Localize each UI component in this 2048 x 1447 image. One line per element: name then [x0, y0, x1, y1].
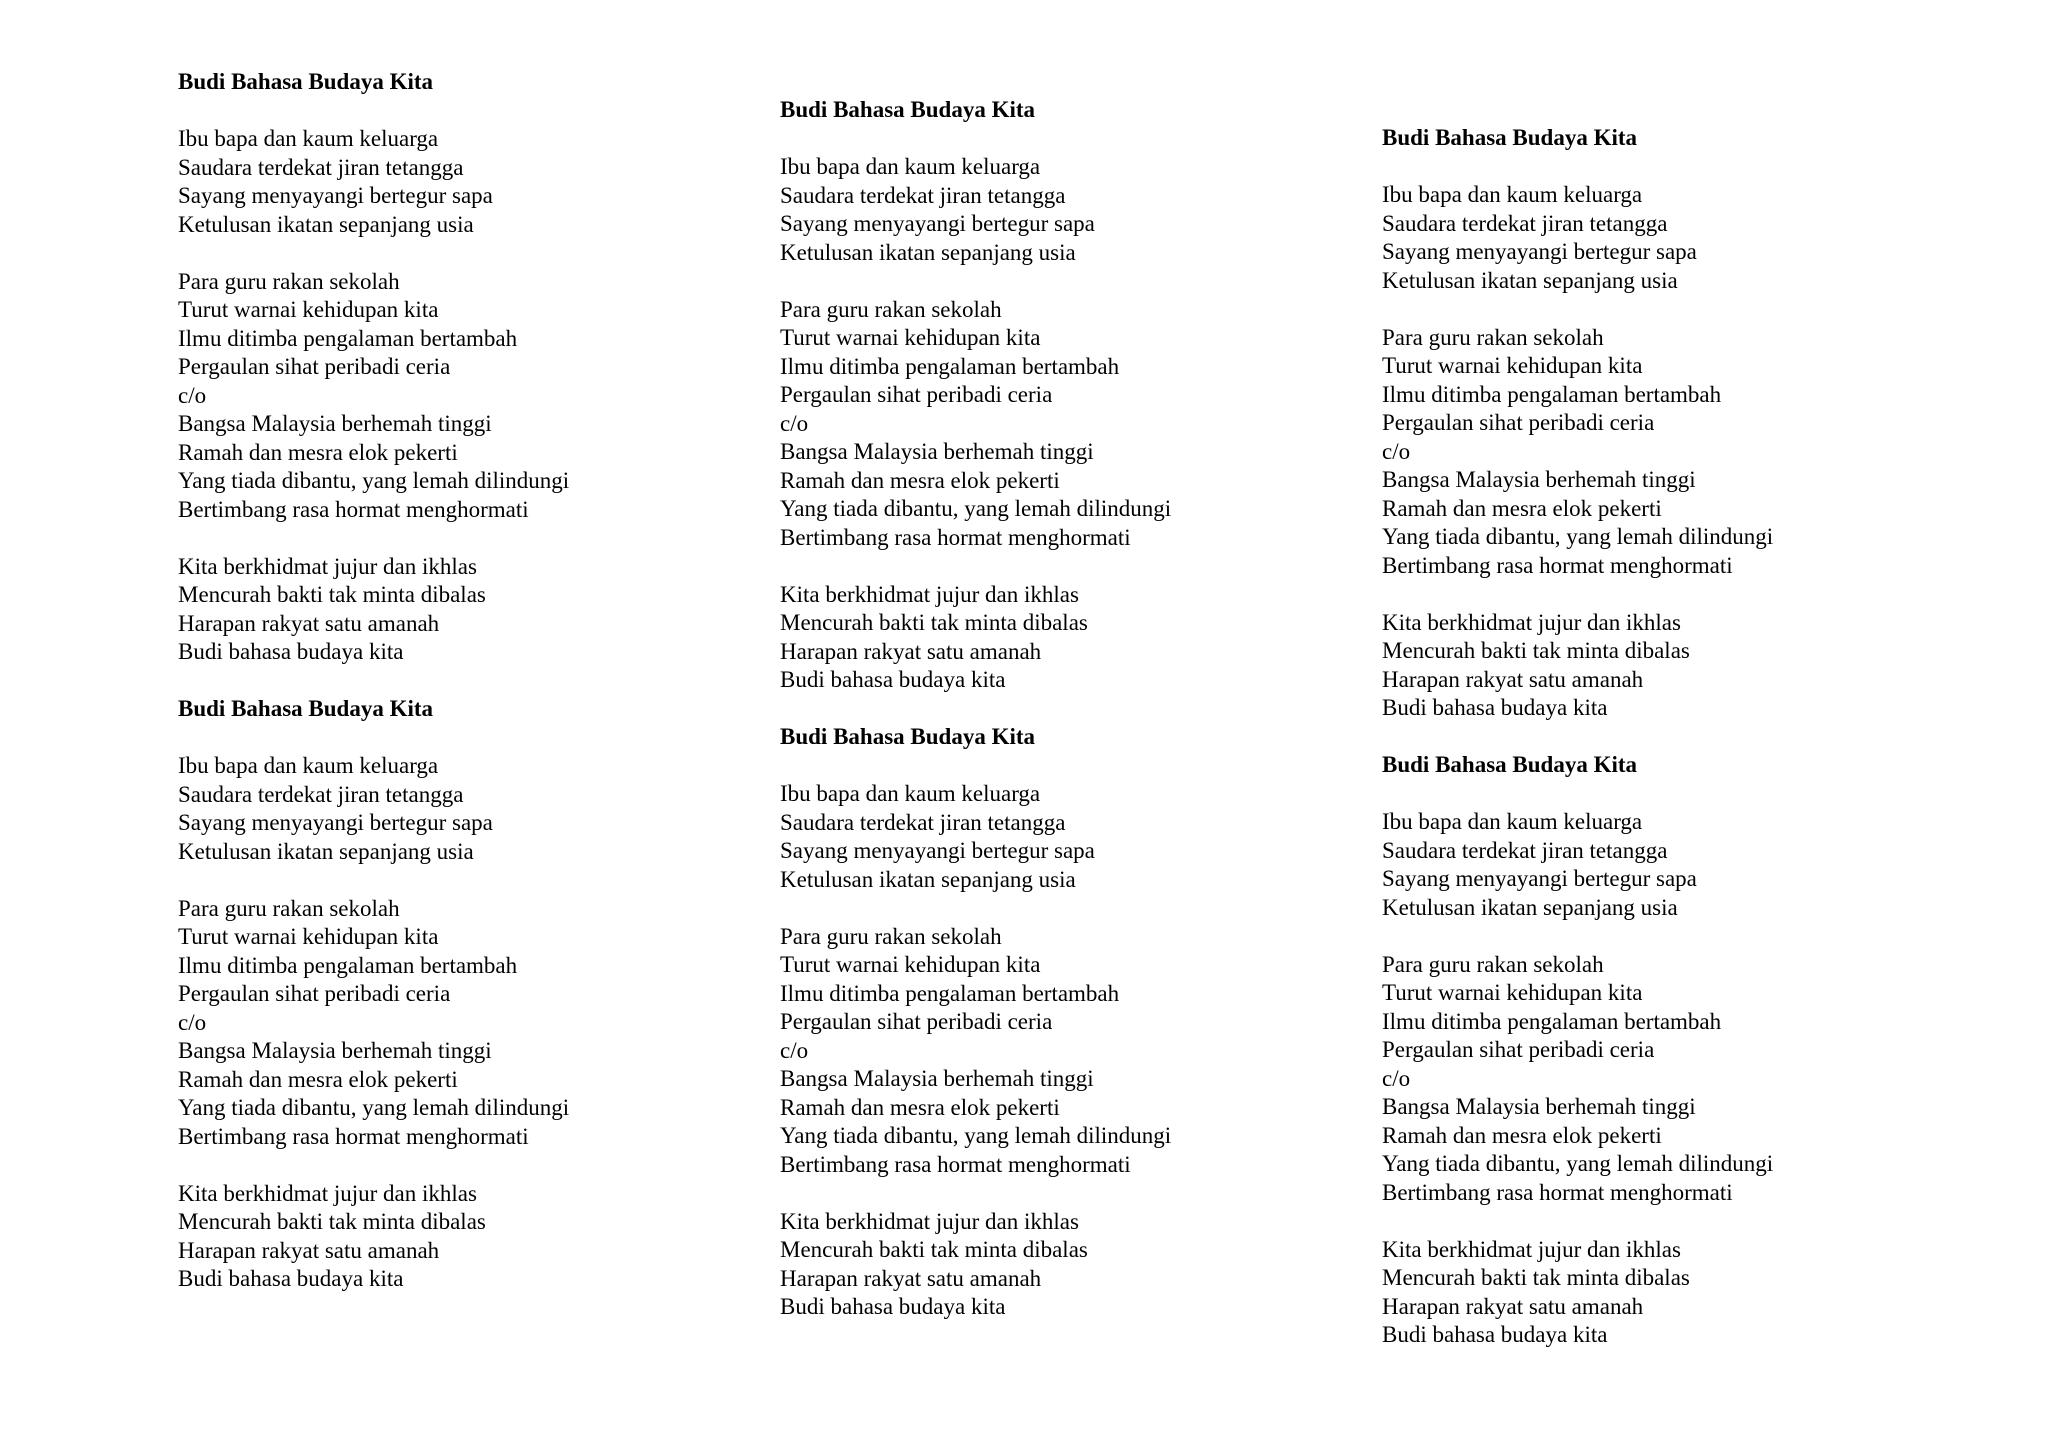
- lyric-line: Turut warnai kehidupan kita: [178, 297, 439, 322]
- lyric-line: Ketulusan ikatan sepanjang usia: [1382, 894, 1678, 920]
- song-title: Budi Bahasa Budaya Kita: [1382, 752, 1638, 777]
- lyric-line: Para guru rakan sekolah: [178, 895, 400, 921]
- lyric-line: Para guru rakan sekolah: [1382, 324, 1604, 350]
- lyric-line: Harapan rakyat satu amanah: [1382, 1293, 1644, 1319]
- lyric-line: Bangsa Malaysia berhemah tinggi: [780, 1066, 1094, 1091]
- lyric-line: Pergaulan sihat peribadi ceria: [780, 382, 1053, 407]
- lyric-line: Budi bahasa budaya kita: [178, 639, 404, 664]
- lyric-line: Ilmu ditimba pengalaman bertambah: [780, 353, 1120, 379]
- song-title: Budi Bahasa Budaya Kita: [780, 97, 1036, 122]
- lyric-line: Ilmu ditimba pengalaman bertambah: [780, 980, 1120, 1006]
- lyrics-column-3: [1382, 124, 1942, 1378]
- song-copy: [1382, 124, 1942, 723]
- lyric-line: Ketulusan ikatan sepanjang usia: [780, 866, 1076, 892]
- lyric-line: Yang tiada dibantu, yang lemah dilindungi: [1382, 1151, 1774, 1176]
- lyric-line: Turut warnai kehidupan kita: [178, 924, 439, 949]
- lyric-line: Mencurah bakti tak minta dibalas: [1382, 1265, 1690, 1290]
- lyric-line: Bertimbang rasa hormat menghormati: [1382, 552, 1733, 578]
- lyric-line: Para guru rakan sekolah: [780, 923, 1002, 949]
- stanza: [178, 553, 738, 667]
- lyric-line: c/o: [1382, 438, 1411, 464]
- lyric-line: Ramah dan mesra elok pekerti: [178, 1066, 458, 1092]
- lyric-line: Bangsa Malaysia berhemah tinggi: [1382, 1094, 1696, 1119]
- lyric-line: Ramah dan mesra elok pekerti: [1382, 495, 1662, 521]
- lyric-line: Mencurah bakti tak minta dibalas: [1382, 638, 1690, 663]
- lyric-line: c/o: [178, 1009, 207, 1035]
- song-copy: [1382, 751, 1942, 1350]
- stanza: [780, 296, 1340, 553]
- lyric-line: Ibu bapa dan kaum keluarga: [1382, 182, 1643, 207]
- stanza: [1382, 951, 1942, 1208]
- lyric-line: Budi bahasa budaya kita: [780, 1294, 1006, 1319]
- lyric-line: Harapan rakyat satu amanah: [780, 638, 1042, 664]
- lyric-line: Ilmu ditimba pengalaman bertambah: [178, 952, 518, 978]
- lyric-line: Kita berkhidmat jujur dan ikhlas: [780, 581, 1079, 607]
- lyric-line: Ilmu ditimba pengalaman bertambah: [1382, 1008, 1722, 1034]
- song-title: Budi Bahasa Budaya Kita: [178, 69, 434, 94]
- song-title: Budi Bahasa Budaya Kita: [780, 724, 1036, 749]
- lyric-line: Saudara terdekat jiran tetangga: [780, 809, 1066, 835]
- lyric-line: Para guru rakan sekolah: [780, 296, 1002, 322]
- lyric-line: Turut warnai kehidupan kita: [780, 952, 1041, 977]
- lyric-line: Mencurah bakti tak minta dibalas: [178, 582, 486, 607]
- lyric-line: Turut warnai kehidupan kita: [1382, 353, 1643, 378]
- lyric-line: c/o: [178, 382, 207, 408]
- lyric-line: Yang tiada dibantu, yang lemah dilindungi: [178, 468, 570, 493]
- song-copy: [178, 68, 738, 667]
- lyric-line: Ramah dan mesra elok pekerti: [780, 467, 1060, 493]
- lyric-line: Bertimbang rasa hormat menghormati: [1382, 1179, 1733, 1205]
- stanza: [178, 752, 738, 866]
- stanza: [1382, 1236, 1942, 1350]
- lyric-line: Yang tiada dibantu, yang lemah dilindungi: [780, 1123, 1172, 1148]
- song-title: Budi Bahasa Budaya Kita: [178, 696, 434, 721]
- lyric-line: Saudara terdekat jiran tetangga: [178, 154, 464, 180]
- lyric-line: Ilmu ditimba pengalaman bertambah: [178, 325, 518, 351]
- lyric-line: Budi bahasa budaya kita: [780, 667, 1006, 692]
- stanza: [178, 895, 738, 1152]
- lyric-line: Saudara terdekat jiran tetangga: [178, 781, 464, 807]
- lyric-line: Bertimbang rasa hormat menghormati: [780, 524, 1131, 550]
- lyric-line: Sayang menyayangi bertegur sapa: [178, 810, 493, 835]
- lyric-line: Ketulusan ikatan sepanjang usia: [780, 239, 1076, 265]
- lyric-line: Ibu bapa dan kaum keluarga: [178, 753, 439, 778]
- lyric-line: Ibu bapa dan kaum keluarga: [1382, 809, 1643, 834]
- lyric-line: Harapan rakyat satu amanah: [178, 1237, 440, 1263]
- lyric-line: Ramah dan mesra elok pekerti: [1382, 1122, 1662, 1148]
- lyric-line: Budi bahasa budaya kita: [1382, 695, 1608, 720]
- stanza: [780, 923, 1340, 1180]
- lyric-line: c/o: [780, 410, 809, 436]
- lyric-line: Kita berkhidmat jujur dan ikhlas: [178, 1180, 477, 1206]
- lyric-line: Harapan rakyat satu amanah: [178, 610, 440, 636]
- lyric-line: Yang tiada dibantu, yang lemah dilindungi: [780, 496, 1172, 521]
- lyric-line: Saudara terdekat jiran tetangga: [1382, 210, 1668, 236]
- lyric-line: Kita berkhidmat jujur dan ikhlas: [1382, 609, 1681, 635]
- stanza: [780, 581, 1340, 695]
- lyric-line: Turut warnai kehidupan kita: [1382, 980, 1643, 1005]
- lyric-line: Yang tiada dibantu, yang lemah dilindungi: [178, 1095, 570, 1120]
- lyric-line: Sayang menyayangi bertegur sapa: [1382, 239, 1697, 264]
- stanza: [178, 1180, 738, 1294]
- lyric-line: Harapan rakyat satu amanah: [780, 1265, 1042, 1291]
- lyric-line: Para guru rakan sekolah: [178, 268, 400, 294]
- lyric-line: Harapan rakyat satu amanah: [1382, 666, 1644, 692]
- lyric-line: Pergaulan sihat peribadi ceria: [1382, 1037, 1655, 1062]
- lyric-line: Ramah dan mesra elok pekerti: [780, 1094, 1060, 1120]
- lyric-line: Para guru rakan sekolah: [1382, 951, 1604, 977]
- stanza: [1382, 181, 1942, 295]
- lyrics-column-2: [780, 96, 1340, 1350]
- lyric-line: Ketulusan ikatan sepanjang usia: [178, 211, 474, 237]
- stanza: [1382, 609, 1942, 723]
- stanza: [1382, 324, 1942, 581]
- lyric-line: Bertimbang rasa hormat menghormati: [178, 1123, 529, 1149]
- lyric-line: Budi bahasa budaya kita: [178, 1266, 404, 1291]
- lyric-line: Budi bahasa budaya kita: [1382, 1322, 1608, 1347]
- lyric-line: Ibu bapa dan kaum keluarga: [178, 126, 439, 151]
- lyric-line: Ketulusan ikatan sepanjang usia: [178, 838, 474, 864]
- lyric-line: Turut warnai kehidupan kita: [780, 325, 1041, 350]
- stanza: [178, 268, 738, 525]
- stanza: [780, 153, 1340, 267]
- lyric-line: c/o: [780, 1037, 809, 1063]
- lyric-line: Mencurah bakti tak minta dibalas: [780, 1237, 1088, 1262]
- song-title: Budi Bahasa Budaya Kita: [1382, 125, 1638, 150]
- lyric-line: Kita berkhidmat jujur dan ikhlas: [780, 1208, 1079, 1234]
- lyric-line: Ibu bapa dan kaum keluarga: [780, 154, 1041, 179]
- lyric-line: Sayang menyayangi bertegur sapa: [780, 211, 1095, 236]
- lyric-line: Bertimbang rasa hormat menghormati: [178, 496, 529, 522]
- lyric-line: Saudara terdekat jiran tetangga: [1382, 837, 1668, 863]
- lyric-line: Mencurah bakti tak minta dibalas: [178, 1209, 486, 1234]
- song-copy: [780, 96, 1340, 695]
- lyric-line: Bangsa Malaysia berhemah tinggi: [178, 411, 492, 436]
- lyric-line: Kita berkhidmat jujur dan ikhlas: [178, 553, 477, 579]
- stanza: [780, 780, 1340, 894]
- lyric-line: Sayang menyayangi bertegur sapa: [780, 838, 1095, 863]
- lyric-line: Mencurah bakti tak minta dibalas: [780, 610, 1088, 635]
- song-copy: [178, 695, 738, 1294]
- lyric-line: Pergaulan sihat peribadi ceria: [178, 354, 451, 379]
- lyric-line: Bertimbang rasa hormat menghormati: [780, 1151, 1131, 1177]
- stanza: [780, 1208, 1340, 1322]
- lyric-line: Bangsa Malaysia berhemah tinggi: [780, 439, 1094, 464]
- lyric-line: Kita berkhidmat jujur dan ikhlas: [1382, 1236, 1681, 1262]
- lyric-line: Ketulusan ikatan sepanjang usia: [1382, 267, 1678, 293]
- lyric-line: c/o: [1382, 1065, 1411, 1091]
- lyrics-column-1: [178, 68, 738, 1322]
- song-copy: [780, 723, 1340, 1322]
- lyric-line: Bangsa Malaysia berhemah tinggi: [178, 1038, 492, 1063]
- lyric-line: Sayang menyayangi bertegur sapa: [1382, 866, 1697, 891]
- lyric-line: Sayang menyayangi bertegur sapa: [178, 183, 493, 208]
- lyric-line: Saudara terdekat jiran tetangga: [780, 182, 1066, 208]
- lyric-line: Pergaulan sihat peribadi ceria: [178, 981, 451, 1006]
- lyric-line: Ilmu ditimba pengalaman bertambah: [1382, 381, 1722, 407]
- lyric-line: Bangsa Malaysia berhemah tinggi: [1382, 467, 1696, 492]
- lyric-line: Pergaulan sihat peribadi ceria: [1382, 410, 1655, 435]
- lyric-line: Yang tiada dibantu, yang lemah dilindungi: [1382, 524, 1774, 549]
- lyric-line: Ramah dan mesra elok pekerti: [178, 439, 458, 465]
- stanza: [1382, 808, 1942, 922]
- lyric-line: Ibu bapa dan kaum keluarga: [780, 781, 1041, 806]
- stanza: [178, 125, 738, 239]
- lyric-line: Pergaulan sihat peribadi ceria: [780, 1009, 1053, 1034]
